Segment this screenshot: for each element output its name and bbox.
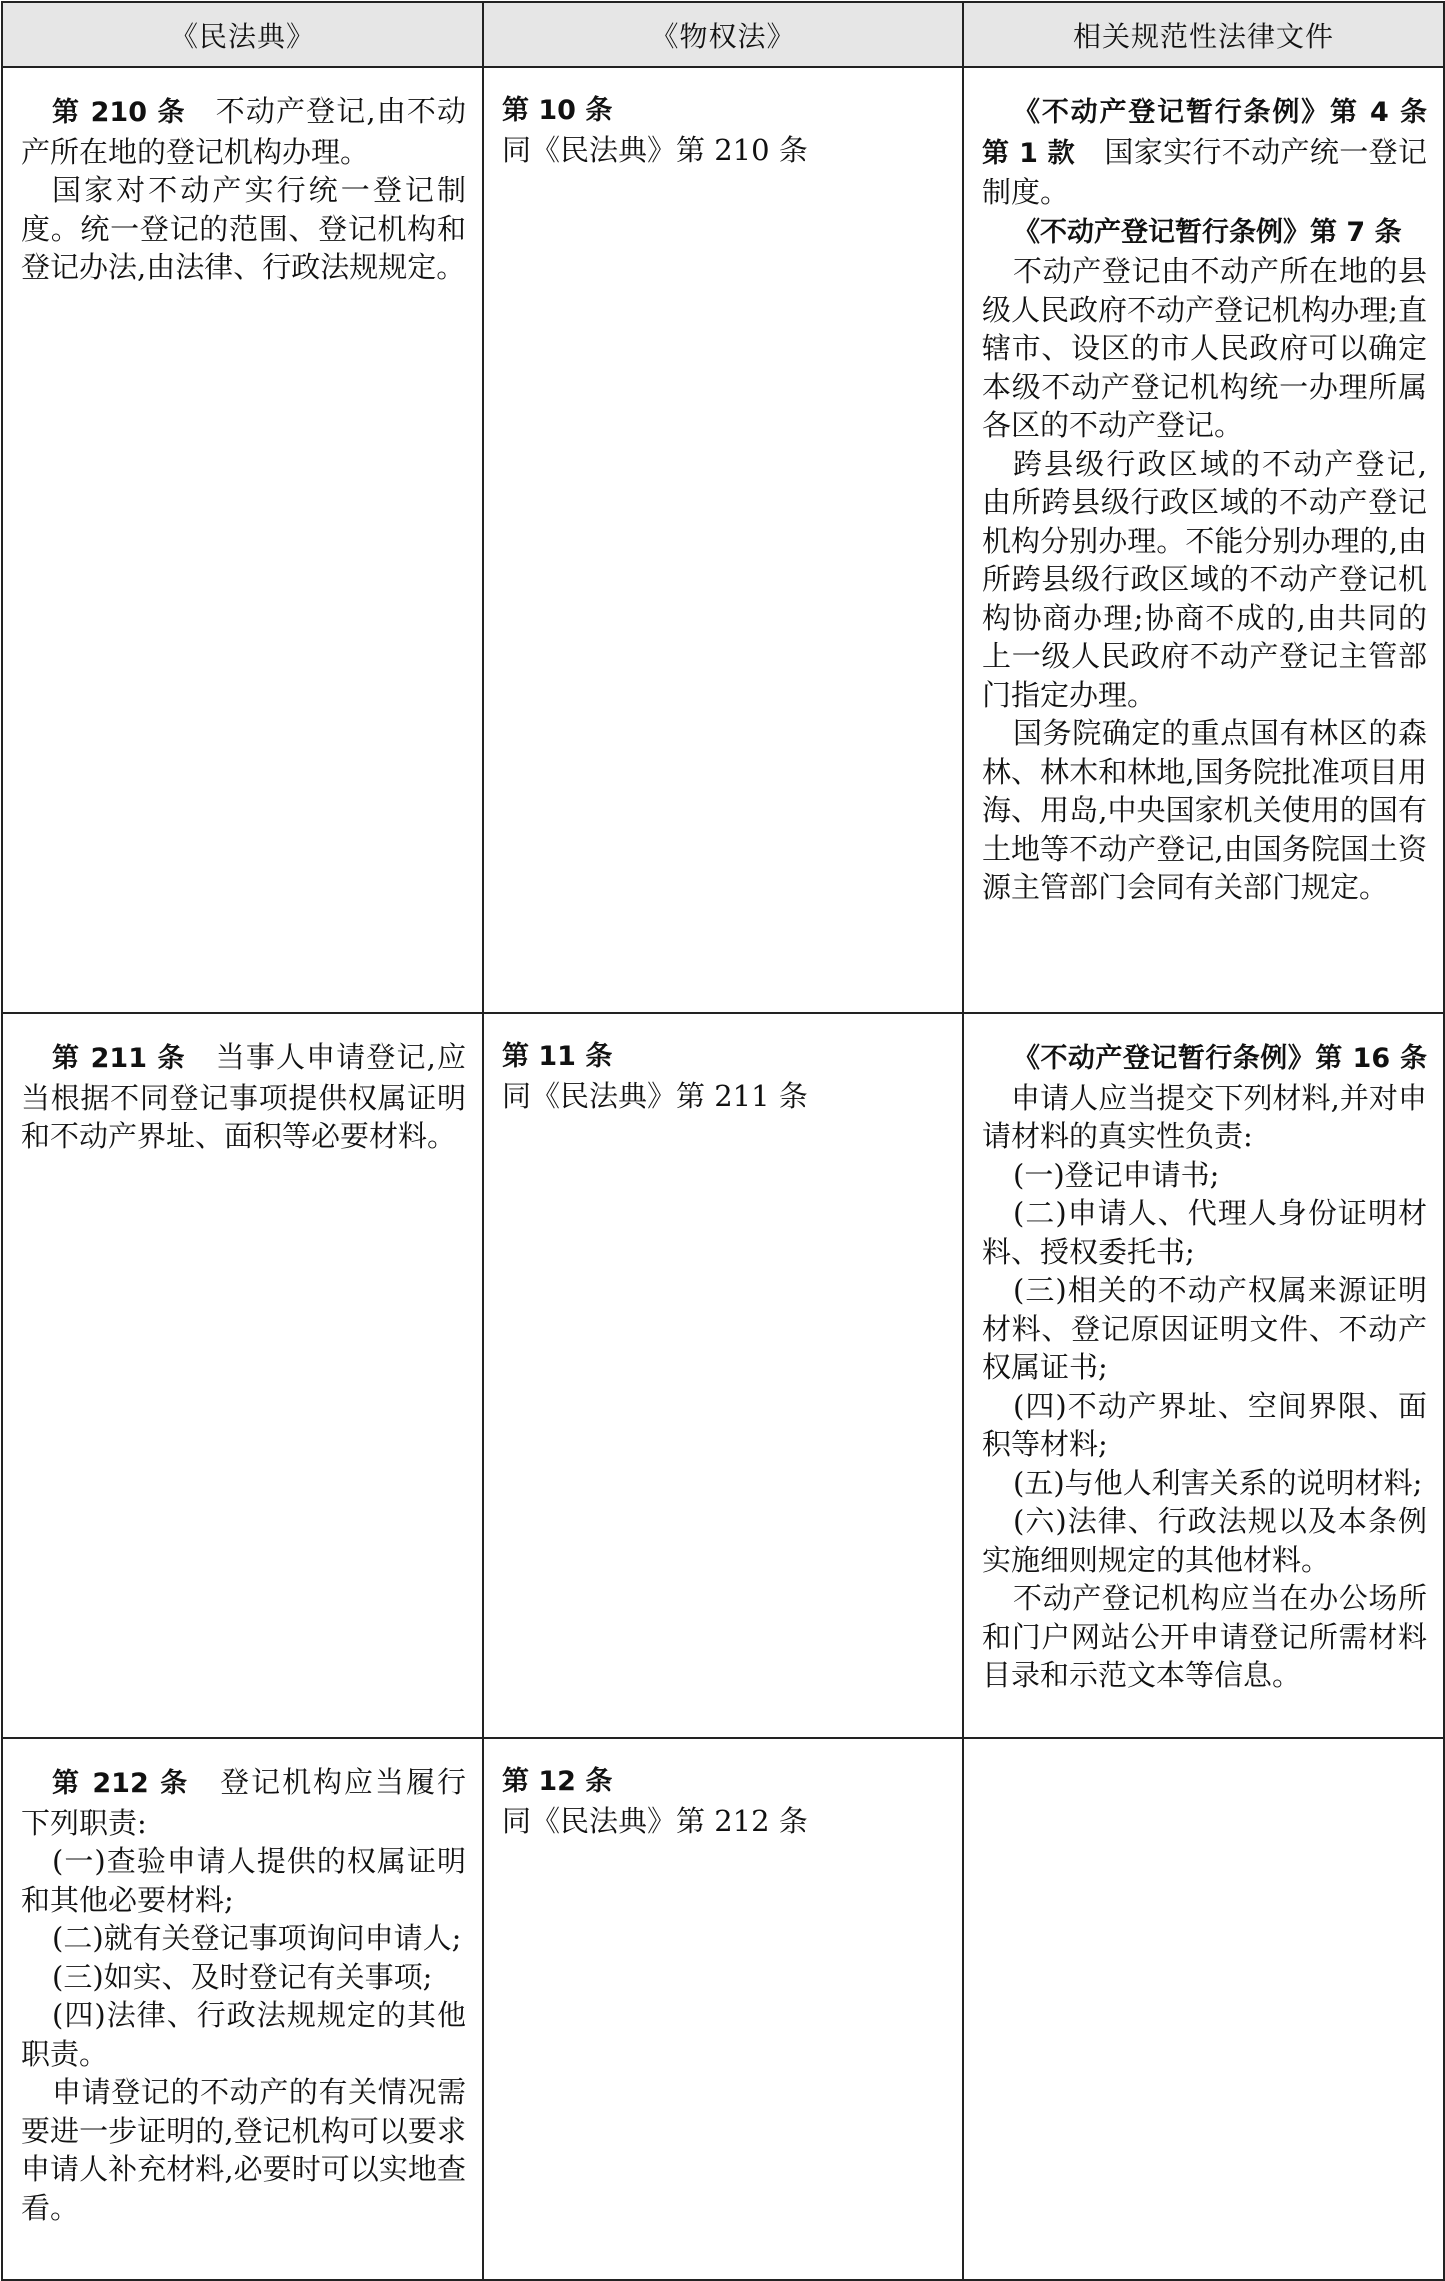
- article-number: 第 11 条: [502, 1041, 613, 1072]
- regulation-paragraph: (四)不动产界址、空间界限、面积等材料;: [982, 1388, 1427, 1461]
- civil-code-cell: [2, 67, 483, 1013]
- regulation-paragraph: (二)申请人、代理人身份证明材料、授权委托书;: [982, 1196, 1427, 1269]
- regulation-title: 《不动产登记暂行条例》第 7 条: [1013, 216, 1402, 248]
- regulation-paragraph: 不动产登记机构应当在办公场所和门户网站公开申请登记所需材料目录和示范文本等信息。: [982, 1581, 1427, 1692]
- table-row: [2, 67, 1444, 1013]
- regulation-text: 国家实行不动产统一登记制度。: [982, 134, 1427, 209]
- regulation-title: 《不动产登记暂行条例》第 16 条: [1013, 1043, 1427, 1074]
- related-documents-cell: [963, 67, 1444, 1013]
- header-civil-code: 《民法典》: [2, 2, 483, 67]
- property-law-cell: [483, 1013, 963, 1738]
- regulation-text: 申请人应当提交下列材料,并对申请材料的真实性负责:: [982, 1080, 1427, 1153]
- article-paragraph: (四)法律、行政法规规定的其他职责。: [21, 1998, 466, 2071]
- article-text: 当事人申请登记,应当根据不同登记事项提供权属证明和不动产界址、面积等必要材料。: [21, 1040, 466, 1153]
- header-related-documents: 相关规范性法律文件: [963, 2, 1444, 67]
- article-text: 同《民法典》第 211 条: [502, 1078, 808, 1113]
- civil-code-cell: [2, 1738, 483, 2280]
- article-paragraph: (一)查验申请人提供的权属证明和其他必要材料;: [21, 1844, 466, 1917]
- related-documents-cell: [963, 1013, 1444, 1738]
- article-number: 第 10 条: [502, 95, 613, 126]
- article-number: 第 12 条: [502, 1766, 613, 1797]
- article-paragraph: [21, 1038, 466, 1156]
- regulation-paragraph: 跨县级行政区域的不动产登记,由所跨县级行政区域的不动产登记机构分别办理。不能分别办理的,由所跨县级行政区域的不动产登记机构协商办理;协商不成的,由共同的上一级人民政府不动产登记主管部门指定办理。: [982, 446, 1427, 712]
- regulation-paragraph: (三)相关的不动产权属来源证明材料、登记原因证明文件、不动产权属证书;: [982, 1273, 1427, 1384]
- article-paragraph: 申请登记的不动产的有关情况需要进一步证明的,登记机构可以要求申请人补充材料,必要时可以实地查看。: [21, 2075, 466, 2225]
- related-documents-cell: [963, 1738, 1444, 2280]
- regulation-paragraph: 不动产登记由不动产所在地的县级人民政府不动产登记机构办理;直辖市、设区的市人民政府可以确定本级不动产登记机构统一办理所属各区的不动产登记。: [982, 254, 1427, 442]
- article-text: 同《民法典》第 210 条: [502, 132, 808, 167]
- regulation-reference: [982, 212, 1427, 253]
- table-row: [2, 1013, 1444, 1738]
- regulation-paragraph: (五)与他人利害关系的说明材料;: [1013, 1465, 1423, 1500]
- regulation-paragraph: 国务院确定的重点国有林区的森林、林木和林地,国务院批准项目用海、用岛,中央国家机关使用的国有土地等不动产登记,由国务院国土资源主管部门会同有关部门规定。: [982, 716, 1427, 904]
- civil-code-cell: [2, 1013, 483, 1738]
- table-row: [2, 1738, 1444, 2280]
- article-number: 第 211 条: [52, 1043, 186, 1074]
- regulation-title: 《不动产登记暂行条例》第 4 条第 1 款: [982, 97, 1427, 169]
- article-number: 第 210 条: [52, 97, 186, 128]
- article-text: 同《民法典》第 212 条: [502, 1803, 808, 1838]
- article-paragraph: (二)就有关登记事项询问申请人;: [52, 1921, 462, 1955]
- regulation-reference: [982, 1038, 1427, 1156]
- article-paragraph: [21, 1763, 466, 1842]
- article-number: 第 212 条: [52, 1768, 190, 1799]
- property-law-cell: [483, 67, 963, 1013]
- article-paragraph: [21, 92, 466, 171]
- header-row: [2, 2, 1444, 67]
- property-law-cell: [483, 1738, 963, 2280]
- article-text: 不动产登记,由不动产所在地的登记机构办理。: [21, 94, 466, 169]
- law-comparison-table: [1, 1, 1445, 2281]
- regulation-paragraph: (一)登记申请书;: [1013, 1157, 1220, 1192]
- article-paragraph: 国家对不动产实行统一登记制度。统一登记的范围、登记机构和登记办法,由法律、行政法规规定。: [21, 173, 466, 284]
- header-property-law: 《物权法》: [483, 2, 963, 67]
- regulation-paragraph: (六)法律、行政法规以及本条例实施细则规定的其他材料。: [982, 1504, 1427, 1577]
- regulation-reference: [982, 92, 1427, 212]
- article-paragraph: (三)如实、及时登记有关事项;: [52, 1959, 433, 1994]
- article-text: 登记机构应当履行下列职责:: [21, 1765, 466, 1840]
